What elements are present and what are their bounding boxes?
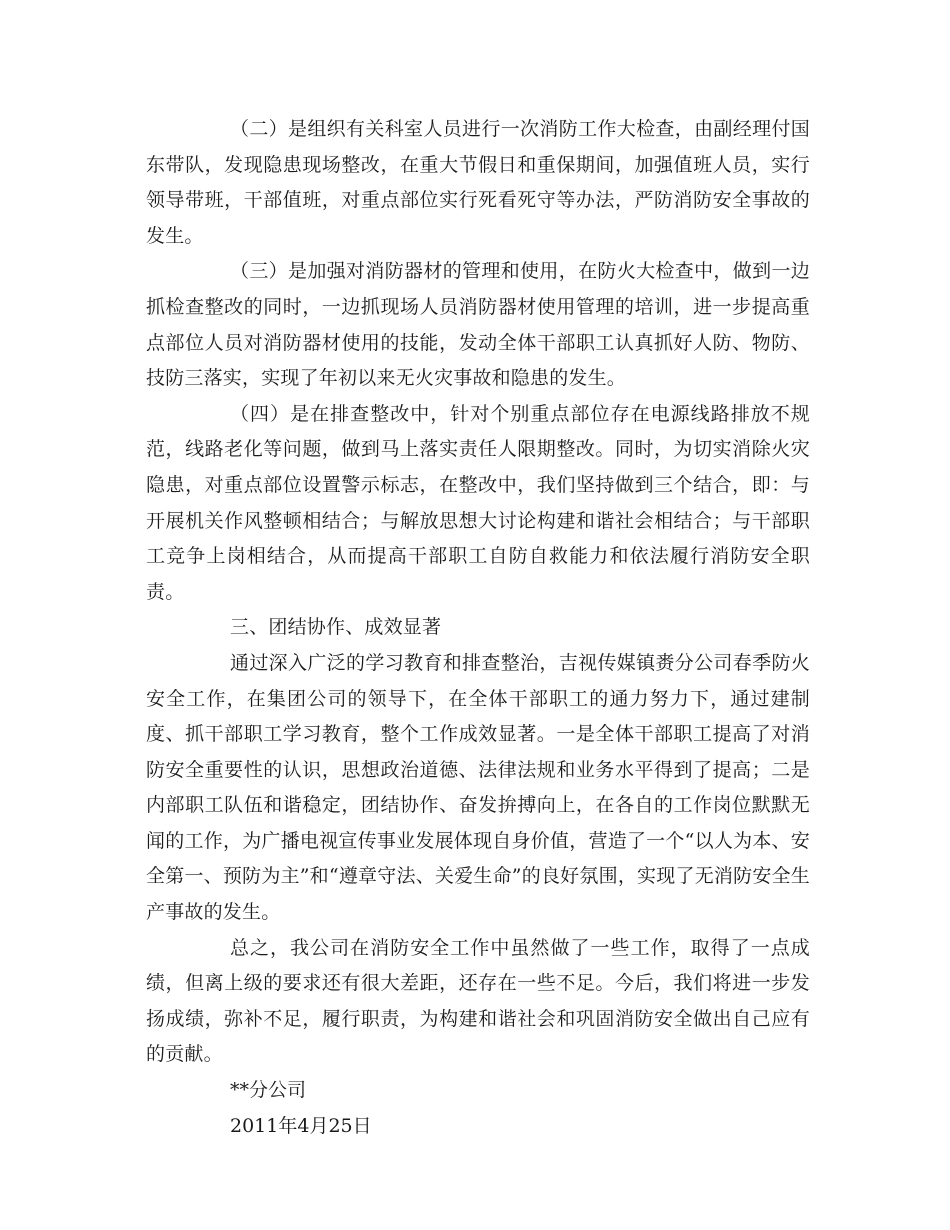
section-heading: 三、团结协作、成效显著 (230, 616, 442, 639)
paragraph-3: （三）是加强对消防器材的管理和使用，在防火大检查中，做到一边抓检查整改的同时，一边抓现场人员消防器材使用管理的培训，进一步提高重点部位人员对消防器材使用的技能，发动全体干部职工认真抓好人防、物防、技防三落实，实现了年初以来无火灾事故和隐患的发生。 (146, 260, 810, 390)
results-paragraph: 通过深入广泛的学习教育和排查整治，吉视传媒镇赉分公司春季防火安全工作，在集团公司的领导下，在全体干部职工的通力努力下，通过建制度、抓干部职工学习教育，整个工作成效显著。一是全体干部职工提高了对消防安全重要性的认识，思想政治道德、法律法规和业务水平得到了提高；二是内部职工队伍和谐稳定，团结协作、奋发拚搏向上，在各自的工作岗位默默无闻的工作，为广播电视宣传事业发展体现自身价值，营造了一个“以人为本、安全第一、预防为主”和“遵章守法、关爱生命”的良好氛围，实现了无消防安全生产事故的发生。 (146, 651, 810, 924)
paragraph-2: （二）是组织有关科室人员进行一次消防工作大检查，由副经理付国东带队，发现隐患现场整改，在重大节假日和重保期间，加强值班人员，实行领导带班，干部值班，对重点部位实行死看死守等办法，严防消防安全事故的发生。 (146, 118, 810, 247)
conclusion-paragraph: 总之，我公司在消防安全工作中虽然做了一些工作，取得了一点成绩，但离上级的要求还有很大差距，还存在一些不足。今后，我们将进一步发扬成绩，弥补不足，履行职责，为构建和谐社会和巩固消防安全做出自己应有的贡献。 (146, 936, 810, 1066)
date: 2011年4月25日 (230, 1114, 372, 1137)
signature: **分公司 (230, 1079, 307, 1102)
paragraph-4: （四）是在排查整改中，针对个别重点部位存在电源线路排放不规范，线路老化等问题，做到马上落实责任人限期整改。同时，为切实消除火灾隐患，对重点部位设置警示标志，在整改中，我们坚持做到三个结合，即：与开展机关作风整顿相结合；与解放思想大讨论构建和谐社会相结合；与干部职工竞争上岗相结合，从而提高干部职工自防自救能力和依法履行消防安全职责。 (146, 402, 810, 603)
document-page (146, 112, 810, 1144)
